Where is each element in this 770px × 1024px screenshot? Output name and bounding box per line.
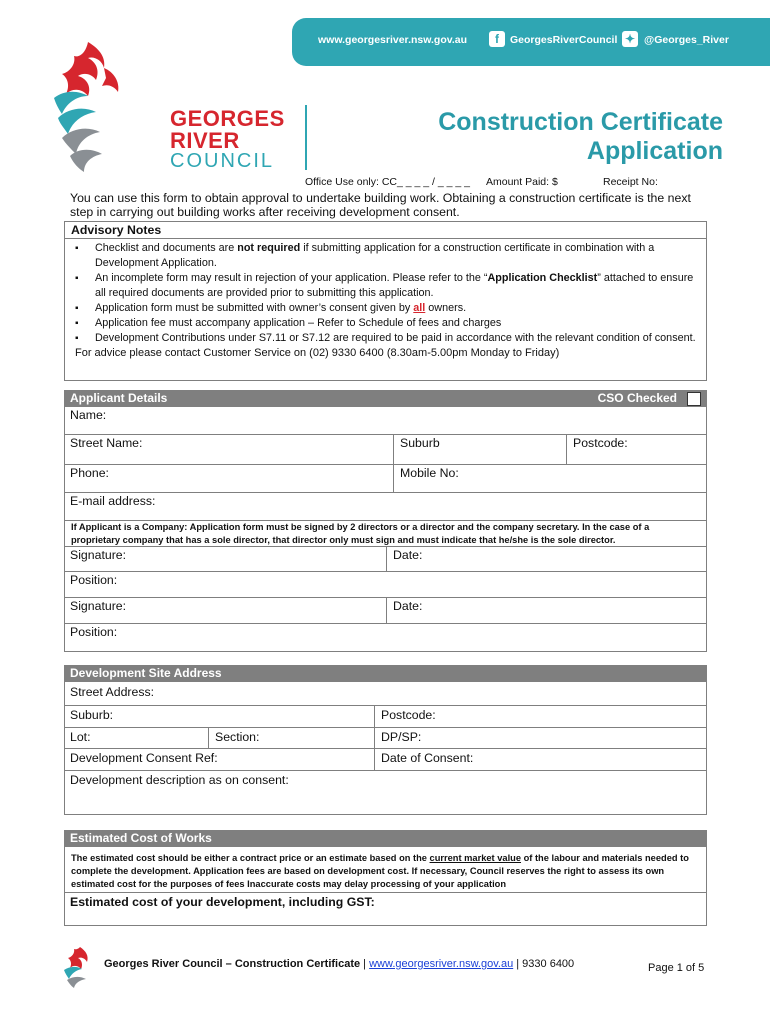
logo-line-river: RIVER	[170, 128, 240, 153]
facebook-icon: f	[489, 31, 505, 47]
footer-text: Georges River Council – Construction Certificate | www.georgesriver.nsw.gov.au | 9330 6400	[104, 958, 575, 970]
page-number: Page 1 of 5	[648, 962, 705, 974]
site-address-heading: Development Site Address	[64, 665, 707, 682]
advisory-item: ▪ An incomplete form may result in rejection of your application. Please refer to the “Application Checklist” attached to ensure all required documents are provided prior to submitting this application.	[65, 271, 706, 301]
consent-ref-field[interactable]: Development Consent Ref:	[70, 751, 218, 765]
advisory-item: ▪ Application form must be submitted with owner’s consent given by all owners.	[65, 301, 706, 316]
advisory-title: Advisory Notes	[65, 222, 706, 239]
footer-doc-title: Georges River Council – Construction Certificate	[104, 958, 361, 970]
position-2-field[interactable]: Position:	[64, 624, 707, 652]
advisory-notes	[64, 221, 707, 381]
council-logo	[48, 38, 285, 178]
dragon-logo-icon	[48, 38, 128, 178]
site-postcode-field[interactable]: Postcode:	[374, 706, 706, 727]
phone-row	[64, 465, 707, 493]
position-1-field[interactable]: Position:	[64, 572, 707, 598]
advisory-item: ▪ Development Contributions under S7.11 or S7.12 are required to be paid in accordance with the relevant condition of consent.	[65, 331, 706, 346]
cso-checkbox[interactable]	[687, 392, 701, 406]
title-line-2: Application	[586, 137, 723, 165]
advice-text: For advice please contact Customer Service on (02) 9330 6400 (8.30am-5.00pm Monday to Friday)	[75, 347, 560, 359]
logo-line-georges: GEORGES	[170, 106, 285, 131]
street-address-field[interactable]: Street Address:	[64, 682, 707, 706]
facebook-link[interactable]: GeorgesRiverCouncil	[510, 34, 618, 46]
advisory-item: ▪ Checklist and documents are not required if submitting application for a construction certificate in combination with a Development Application.	[65, 241, 706, 271]
date-2-field[interactable]: Date:	[386, 598, 706, 623]
header-banner	[292, 18, 770, 66]
advisory-item: ▪ Application fee must accompany application – Refer to Schedule of fees and charges	[65, 316, 706, 331]
lot-row	[64, 728, 707, 749]
address-row	[64, 435, 707, 465]
page-title	[438, 108, 723, 166]
header-divider	[305, 105, 307, 170]
consent-row	[64, 749, 707, 771]
estimated-cost-field[interactable]: Estimated cost of your development, including GST:	[64, 893, 707, 926]
site-suburb-row	[64, 706, 707, 728]
advisory-list	[65, 241, 706, 346]
name-field[interactable]: Name:	[64, 407, 707, 435]
cso-checked-label: CSO Checked	[597, 391, 677, 405]
office-use-only: Office Use only: CC_ _ _ _ / _ _ _ _	[305, 176, 470, 188]
receipt-no: Receipt No:	[603, 176, 658, 188]
company-note: If Applicant is a Company: Application form must be signed by 2 directors or a director and the company secretary. In the case of a proprietary company that has a sole director, that director only must sign and must indicate that he/she is the sole director.	[64, 521, 707, 547]
signature-row-2	[64, 598, 707, 624]
title-line-1: Construction Certificate	[438, 108, 723, 136]
applicant-details-heading: Applicant Details CSO Checked	[64, 390, 707, 407]
signature-row-1	[64, 547, 707, 572]
intro-text: You can use this form to obtain approval to undertake building work. Obtaining a construction certificate is the next step in carrying out building works after receiving development consent.	[70, 191, 691, 219]
consent-date-field[interactable]: Date of Consent:	[374, 749, 706, 770]
logo-line-council: COUNCIL	[170, 150, 275, 172]
footer-website-link[interactable]: www.georgesriver.nsw.gov.au	[369, 958, 514, 970]
mobile-field[interactable]: Mobile No:	[393, 465, 706, 492]
twitter-icon: ✦	[622, 31, 638, 47]
website-link[interactable]: www.georgesriver.nsw.gov.au	[318, 34, 467, 46]
phone-field[interactable]: Phone:	[70, 466, 109, 480]
cost-heading: Estimated Cost of Works	[64, 830, 707, 847]
section-field[interactable]: Section:	[208, 728, 374, 748]
signature-1-field[interactable]: Signature:	[70, 548, 127, 562]
date-1-field[interactable]: Date:	[386, 547, 706, 571]
description-field[interactable]: Development description as on consent:	[64, 771, 707, 815]
suburb-field[interactable]: Suburb	[393, 435, 566, 464]
twitter-link[interactable]: @Georges_River	[644, 34, 729, 46]
site-suburb-field[interactable]: Suburb:	[70, 708, 114, 722]
email-field[interactable]: E-mail address:	[64, 493, 707, 521]
cost-note: The estimated cost should be either a contract price or an estimate based on the current market value of the labour and materials needed to complete the development. Application fees are based on development cost. If necessary, Council reserves the right to assess its own estimated cost for the purposes of fees Inaccurate costs may delay processing of your application	[64, 847, 707, 893]
lot-field[interactable]: Lot:	[70, 730, 91, 744]
street-name-field[interactable]: Street Name:	[70, 436, 143, 450]
amount-paid: Amount Paid: $	[486, 176, 558, 188]
dpsp-field[interactable]: DP/SP:	[374, 728, 706, 748]
signature-2-field[interactable]: Signature:	[70, 599, 127, 613]
postcode-field[interactable]: Postcode:	[566, 435, 706, 464]
footer-logo-icon	[62, 946, 96, 988]
